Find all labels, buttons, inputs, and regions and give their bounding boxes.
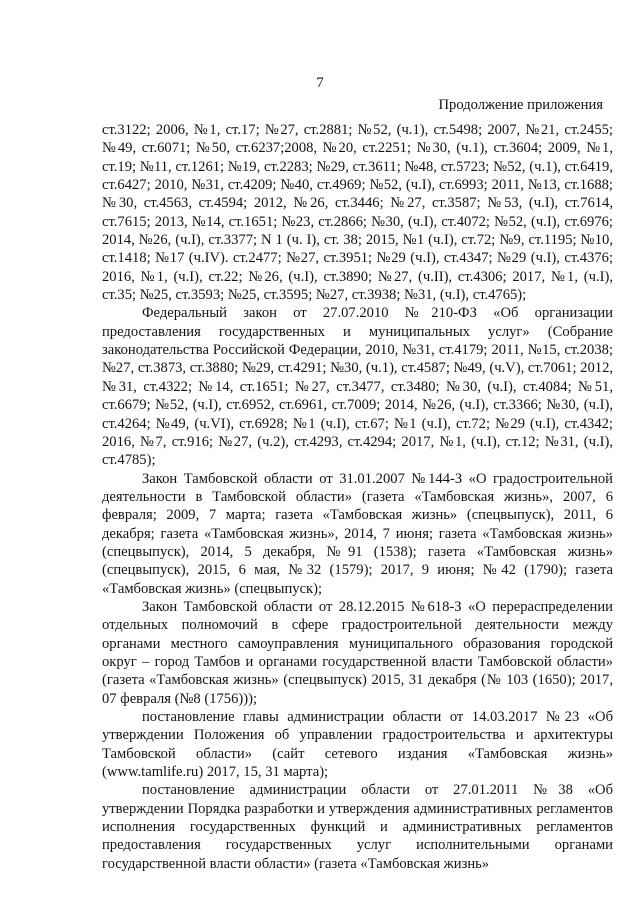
paragraph-regional-law-144: Закон Тамбовской области от 31.01.2007 №144-З «О градостроительной деятельности в Тамбовской области» (газета «Тамбовская жизнь», 2007, 6 февраля; 2009, 7 марта; газета «Тамбовская жизнь» (спецвыпуск), 2011, 6 декабря; газета «Тамбовская жизнь», 2014, 7 июня; газета «Тамбовская жизнь» (спецвыпуск), 2014, 5 декабря, №91 (1538); газета «Тамбовская жизнь» (спецвыпуск), 2015, 6 мая, №32 (1579); 2017, 9 июня; №42 (1790); газета «Тамбовская жизнь» (спецвыпуск);: [102, 470, 613, 597]
paragraph-legal-references: ст.3122; 2006, №1, ст.17; №27, ст.2881; №52, (ч.1), ст.5498; 2007, №21, ст.2455; №49, ст.6071; №50, ст.6237;2008, №20, ст.2251; №30, (ч.1), ст.3604; 2009, №1, ст.19; №11, ст.1261; №19, ст.2283; №29, ст.3611; №48, ст.5723; №52, (ч.1), ст.6419, ст.6427; 2010, №31, ст.4209; №40, ст.4969; №52, (ч.I), ст.6993; 2011, №13, ст.1688; №30, ст.4563, ст.4594; 2012, №26, ст.3446; №27, ст.3587; №53, (ч.I), ст.7614, ст.7615; 2013, №14, ст.1651; №23, ст.2866; №30, (ч.I), ст.4072; №52, (ч.I), ст.6976; 2014, №26, (ч.I), ст.3377; N 1 (ч. I), ст. 38; 2015, №1 (ч.I), ст.72; №9, ст.1195; №10, ст.1418; №17 (ч.IV). ст.2477; №27, ст.3951; №29 (ч.I), ст.4347; №29 (ч.I), ст.4376; 2016, №1, (ч.I), ст.22; №26, (ч.I), ст.3890; №27, (ч.II), ст.4306; 2017, №1, (ч.I), ст.35; №25, ст.3593; №25, ст.3595; №27, ст.3938; №31, (ч.I), ст.4765);: [102, 122, 613, 304]
page-number: 7: [316, 75, 324, 91]
paragraph-regional-law-618: Закон Тамбовской области от 28.12.2015 №618-З «О перераспределении отдельных полномочий в сфере градостроительной деятельности между органами местного самоуправления муниципального образования городской округ – город Тамбов и органами государственной власти Тамбовской области» (газета «Тамбовская жизнь» (спецвыпуск) 2015, 31 декабря (№ 103 (1650); 2017, 07 февраля (№8 (1756)));: [102, 598, 613, 707]
document-body: [102, 121, 613, 873]
paragraph-resolution-23: постановление главы администрации области от 14.03.2017 №23 «Об утверждении Положения об управлении градостроительства и архитектуры Тамбовской области» (сайт сетевого издания «Тамбовская жизнь» (www.tamlife.ru) 2017, 15, 31 марта);: [102, 709, 613, 781]
paragraph-resolution-38: постановление администрации области от 27.01.2011 №38 «Об утверждении Порядка разработки и утверждения административных регламентов исполнения государственных функций и административных регламентов предоставления государственных услуг исполнительными органами государственной власти области» (газета «Тамбовская жизнь»: [102, 782, 613, 872]
paragraph-federal-law-210: Федеральный закон от 27.07.2010 №210-ФЗ «Об организации предоставления государственных и муниципальных услуг» (Собрание законодательства Российской Федерации, 2010, №31, ст.4179; 2011, №15, ст.2038; №27, ст.3873, ст.3880; №29, ст.4291; №30, (ч.1), ст.4587; №49, (ч.V), ст.7061; 2012, №31, ст.4322; №14, ст.1651; №27, ст.3477, ст.3480; №30, (ч.I), ст.4084; №51, ст.6679; №52, (ч.I), ст.6952, ст.6961, ст.7009; 2014, №26, (ч.I), ст.3366; №30, (ч.I), ст.4264; №49, (ч.VI), ст.6928; №1 (ч.I), ст.67; №1 (ч.I), ст.72; №29 (ч.I), ст.4342; 2016, №7, ст.916; №27, (ч.2), ст.4293, ст.4294; 2017, №1, (ч.I), ст.12; №31, (ч.I), ст.4785);: [102, 305, 614, 469]
continuation-heading: Продолжение приложения: [438, 97, 603, 113]
